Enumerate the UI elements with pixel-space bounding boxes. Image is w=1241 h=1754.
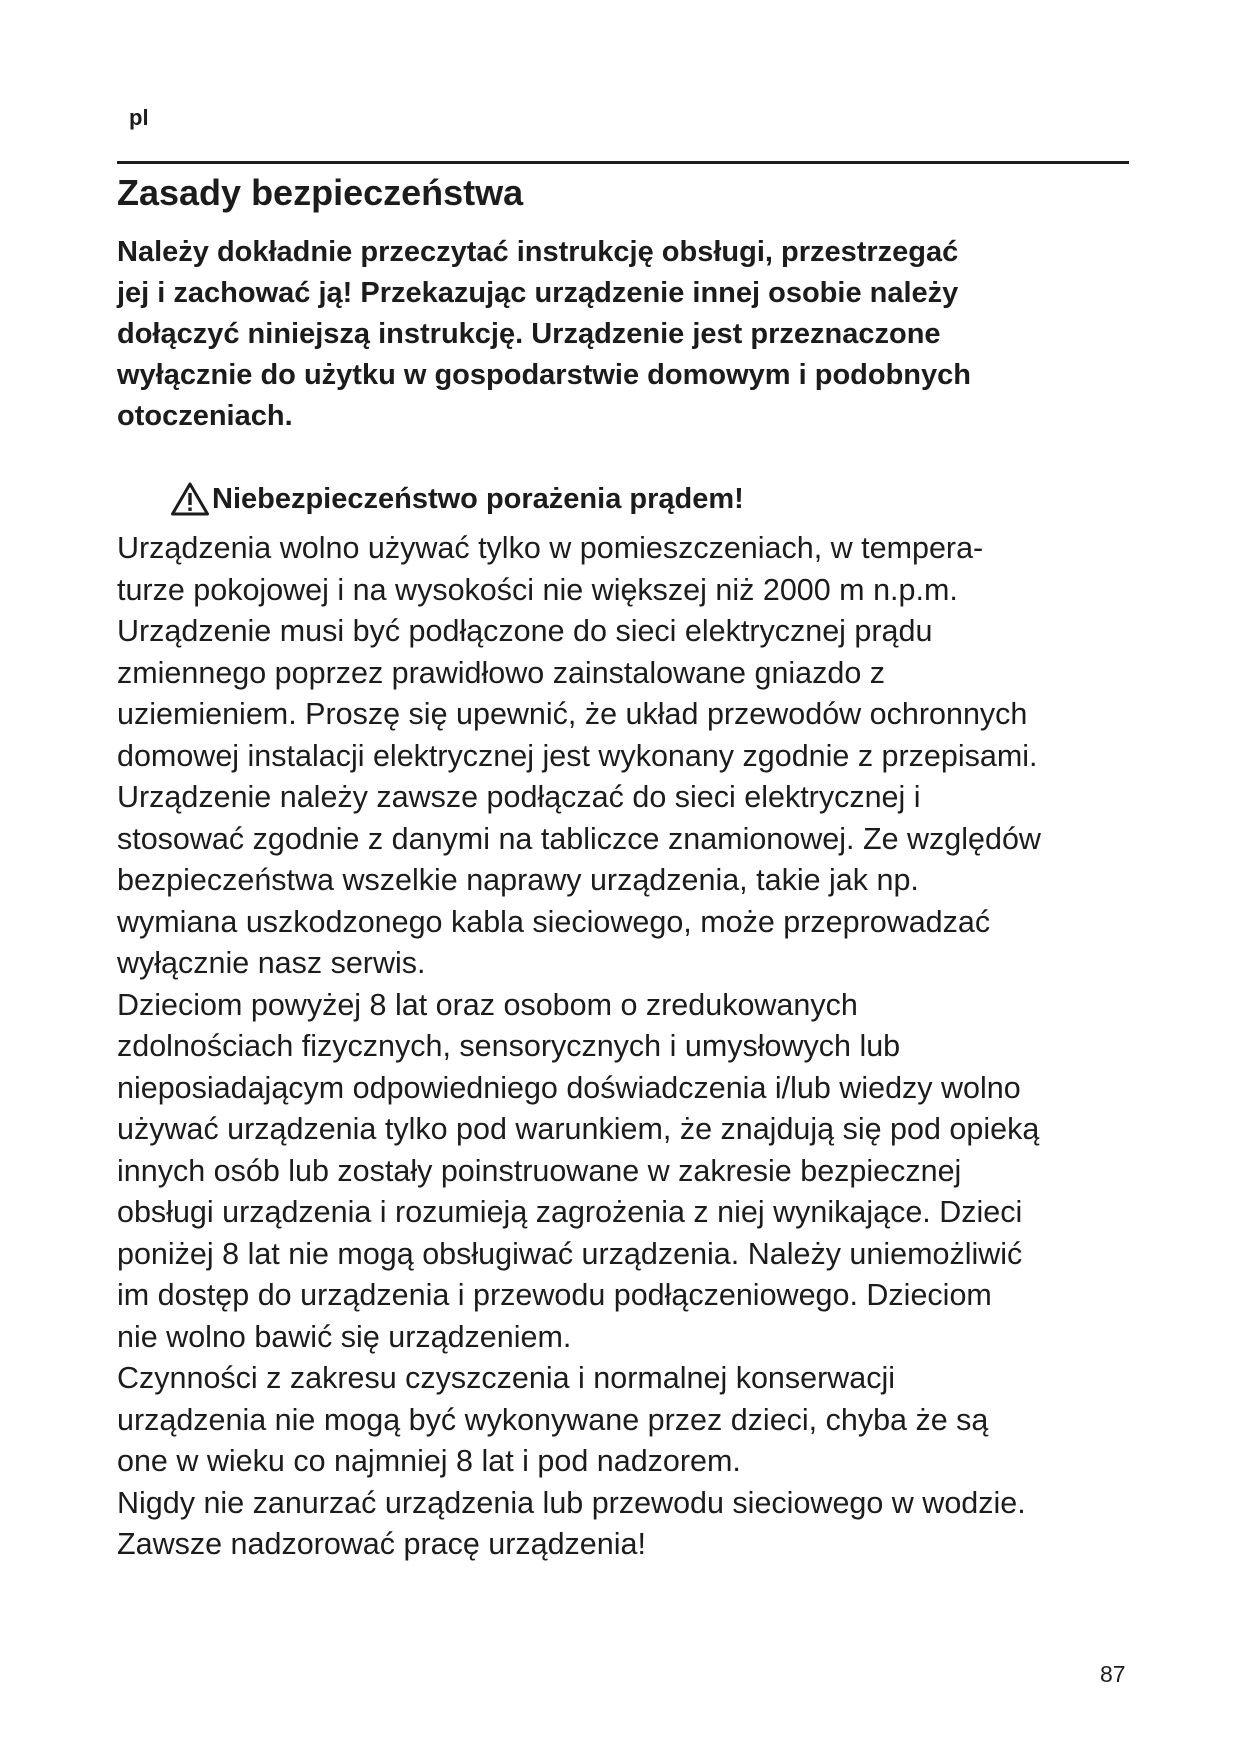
- body-line: bezpieczeństwa wszelkie naprawy urządzenia, takie jak np.: [117, 863, 919, 897]
- body-line: Urządzenie należy zawsze podłączać do sieci elektrycznej i: [117, 780, 921, 814]
- intro-line: wyłącznie do użytku w gospodarstwie domowym i podobnych: [117, 359, 971, 391]
- body-line: zdolnościach fizycznych, sensorycznych i umysłowych lub: [117, 1029, 901, 1063]
- body-line: Urządzenie musi być podłączone do sieci elektrycznej prądu: [117, 614, 933, 648]
- body-line: domowej instalacji elektrycznej jest wykonany zgodnie z przepisami.: [117, 738, 1038, 773]
- intro-line: dołączyć niniejszą instrukcję. Urządzenie jest przeznaczone: [117, 318, 941, 350]
- page-number: 87: [1100, 1661, 1126, 1687]
- language-code: pl: [129, 105, 149, 130]
- warning-triangle-icon: [170, 481, 210, 517]
- intro-line: jej i zachować ją! Przekazując urządzenie innej osobie należy: [117, 277, 959, 309]
- body-line: nieposiadającym odpowiedniego doświadczenia i/lub wiedzy wolno: [117, 1070, 1021, 1105]
- intro-line: Należy dokładnie przeczytać instrukcję obsługi, przestrzegać: [117, 236, 959, 268]
- safety-body-text: [117, 528, 1137, 1566]
- body-line: Dzieciom powyżej 8 lat oraz osobom o zredukowanych: [117, 987, 858, 1022]
- intro-line: otoczeniach.: [117, 400, 293, 432]
- body-line: używać urządzenia tylko pod warunkiem, że znajdują się pod opieką: [117, 1112, 1040, 1146]
- section-title: Zasady bezpieczeństwa: [117, 172, 524, 213]
- body-line: stosować zgodnie z danymi na tabliczce znamionowej. Ze względów: [117, 821, 1041, 856]
- body-line: Nigdy nie zanurzać urządzenia lub przewodu sieciowego w wodzie.: [117, 1485, 1026, 1520]
- body-line: wymiana uszkodzonego kabla sieciowego, może przeprowadzać: [117, 904, 991, 939]
- warning-text: Niebezpieczeństwo porażenia prądem!: [212, 483, 744, 515]
- body-line: wyłącznie nasz serwis.: [117, 946, 426, 980]
- body-line: innych osób lub zostały poinstruowane w zakresie bezpiecznej: [117, 1153, 962, 1188]
- body-line: one w wieku co najmniej 8 lat i pod nadzorem.: [117, 1444, 741, 1478]
- body-line: urządzenia nie mogą być wykonywane przez dzieci, chyba że są: [117, 1402, 989, 1437]
- body-line: im dostęp do urządzenia i przewodu podłączeniowego. Dzieciom: [117, 1278, 992, 1312]
- header-rule: [117, 161, 1129, 164]
- warning-heading: [170, 479, 744, 519]
- body-line: Zawsze nadzorować pracę urządzenia!: [117, 1527, 646, 1561]
- body-line: turze pokojowej i na wysokości nie większej niż 2000 m n.p.m.: [117, 572, 958, 607]
- body-line: uziemieniem. Proszę się upewnić, że układ przewodów ochronnych: [117, 697, 1028, 731]
- intro-paragraph: [117, 232, 1137, 437]
- body-line: nie wolno bawić się urządzeniem.: [117, 1319, 572, 1354]
- body-line: Urządzenia wolno używać tylko w pomieszczeniach, w tempera-: [117, 531, 984, 565]
- body-line: obsługi urządzenia i rozumieją zagrożenia z niej wynikające. Dzieci: [117, 1195, 1023, 1229]
- body-line: Czynności z zakresu czyszczenia i normalnej konserwacji: [117, 1361, 896, 1395]
- body-line: poniżej 8 lat nie mogą obsługiwać urządzenia. Należy uniemożliwić: [117, 1236, 1023, 1271]
- body-line: zmiennego poprzez prawidłowo zainstalowane gniazdo z: [117, 655, 886, 690]
